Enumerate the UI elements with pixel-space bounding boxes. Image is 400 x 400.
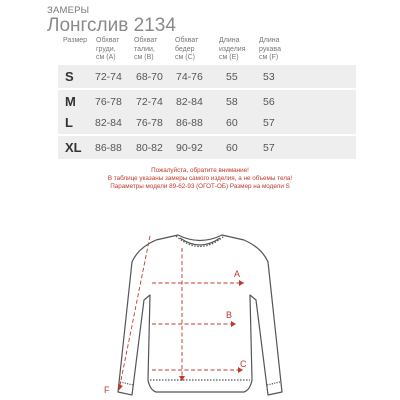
chest-arrow-icon — [239, 280, 244, 286]
waist-cell: 80-82 — [136, 142, 163, 154]
hips-label: C — [240, 359, 247, 369]
chest-cell: 72-74 — [95, 71, 122, 83]
chest-cell: 82-84 — [95, 117, 122, 129]
notes-model-params: Параметры модели 89-62-93 (ОГОТ-ОБ) Размер на модели S — [110, 183, 290, 190]
length-cell: 58 — [226, 96, 238, 108]
sleeve-cell: 53 — [263, 71, 275, 83]
neckline — [180, 238, 220, 245]
hips-cell: 90-92 — [176, 142, 203, 154]
size-cell: S — [65, 69, 74, 84]
column-header-hips: Обхват бедер см (C) — [175, 37, 199, 61]
length-cell: 60 — [226, 142, 238, 154]
left-cuff — [120, 382, 133, 385]
hips-cell: 74-76 — [176, 71, 203, 83]
sleeve-label: F — [104, 385, 110, 395]
size-cell: M — [65, 94, 76, 109]
size-cell: XL — [65, 140, 82, 155]
column-header-chest: Обхват груди, см (A) — [96, 37, 120, 61]
sleeve-cell: 57 — [263, 142, 275, 154]
column-header-sleeve: Длина рукава см (F) — [259, 37, 281, 61]
sleeve-cell: 56 — [263, 96, 275, 108]
waist-label: B — [226, 310, 233, 320]
waist-arrow-icon — [231, 321, 236, 327]
chest-cell: 86-88 — [95, 142, 122, 154]
sleeve-measure-line — [119, 236, 150, 390]
page-title: Лонгслив 2134 — [47, 15, 176, 36]
length-cell: 60 — [226, 117, 238, 129]
garment-outline — [118, 235, 282, 395]
column-header-waist: Обхват талии, см (B) — [134, 37, 158, 61]
waist-cell: 68-70 — [136, 71, 163, 83]
chest-label: A — [234, 269, 241, 279]
length-cell: 55 — [226, 71, 238, 83]
hips-cell: 86-88 — [176, 117, 203, 129]
section-label: ЗАМЕРЫ — [47, 5, 90, 16]
column-header-length: Длина изделия см (E) — [219, 37, 246, 61]
sleeve-cell: 57 — [263, 117, 275, 129]
waist-cell: 76-78 — [136, 117, 163, 129]
hips-cell: 82-84 — [176, 96, 203, 108]
column-header-size: Размер — [63, 37, 88, 44]
notes-attention: Пожалуйста, обратите внимание! — [151, 167, 249, 174]
size-cell: L — [65, 115, 73, 130]
notes-explanation: В таблице указаны замеры самого изделия, а не объемы тела! — [107, 175, 293, 182]
chest-cell: 76-78 — [95, 96, 122, 108]
right-cuff — [267, 382, 280, 385]
waist-cell: 72-74 — [136, 96, 163, 108]
